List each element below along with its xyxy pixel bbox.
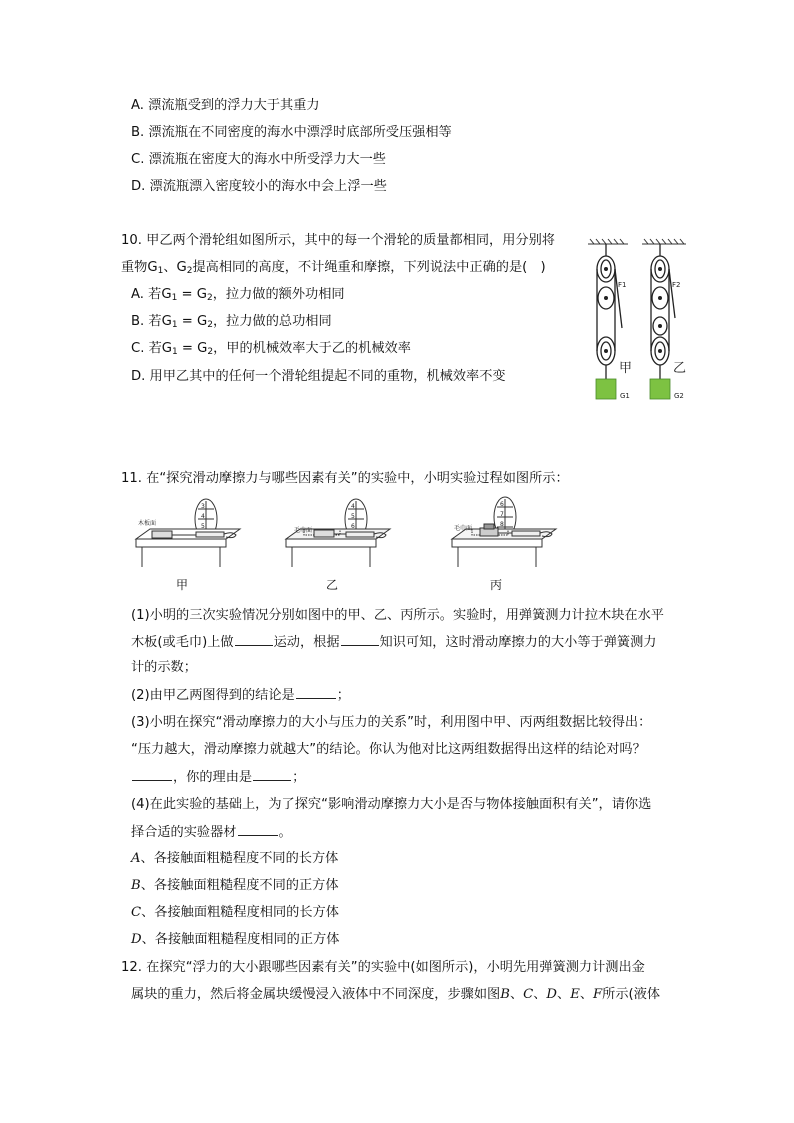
q11-part1-line3: 计的示数； bbox=[131, 660, 197, 675]
answer-blank[interactable] bbox=[253, 768, 291, 781]
caption-jia: 甲 bbox=[176, 578, 189, 592]
pulley-figure bbox=[584, 236, 696, 408]
weight-g2 bbox=[650, 379, 670, 399]
q11-part4-line1: (4)在此实验的基础上，为了探究“影响滑动摩擦力大小是否与物体接触面积有关”，请你选 bbox=[131, 797, 652, 812]
q10-option-d: D. 用甲乙其中的任何一个滑轮组提起不同的重物，机械效率不变 bbox=[131, 369, 506, 384]
label-g1: G1 bbox=[620, 392, 630, 400]
q12-stem-line2: 属块的重力，然后将金属块缓慢浸入液体中不同深度，步骤如图B、C、D、E、F所示(液体 bbox=[131, 987, 661, 1002]
friction-figure-yi bbox=[284, 495, 394, 595]
q10-option-b: B. 若$G_1 = G_2$，拉力做的总功相同 bbox=[131, 314, 332, 330]
answer-blank[interactable] bbox=[296, 686, 336, 699]
q10-option-a: A. 若$G_1 = G_2$，拉力做的额外功相同 bbox=[131, 287, 345, 303]
dial-tick: 7 bbox=[500, 511, 504, 518]
q9-option-a: A. 漂流瓶受到的浮力大于其重力 bbox=[131, 98, 320, 113]
surface-label-yi: 毛巾面 bbox=[294, 527, 313, 534]
dial-tick: 4 bbox=[201, 513, 205, 520]
label-f2: F2 bbox=[672, 281, 681, 289]
q11-choice-c: C、各接触面粗糙程度相同的长方体 bbox=[131, 905, 339, 920]
q11-choice-a: A、各接触面粗糙程度不同的长方体 bbox=[131, 851, 339, 866]
dial-tick: 6 bbox=[351, 523, 355, 530]
q11-part1-line2: 木板(或毛巾)上做 运动，根据 知识可知，这时滑动摩擦力的大小等于弹簧测力 bbox=[131, 635, 657, 650]
q11-choice-d: D、各接触面粗糙程度相同的正方体 bbox=[131, 932, 340, 947]
dial-tick: 5 bbox=[351, 513, 355, 520]
q9-option-d: D. 漂流瓶漂入密度较小的海水中会上浮一些 bbox=[131, 179, 387, 194]
q11-part4-line2: 择合适的实验器材 。 bbox=[131, 825, 292, 840]
label-f1: F1 bbox=[618, 281, 627, 289]
label-g2: G2 bbox=[674, 392, 684, 400]
friction-figure-bing bbox=[450, 495, 560, 595]
q11-part3-line1: (3)小明在探究“滑动摩擦力的大小与压力的关系”时，利用图中甲、丙两组数据比较得出： bbox=[131, 715, 652, 730]
dial-tick: 5 bbox=[201, 523, 205, 530]
weight-g1 bbox=[596, 379, 616, 399]
q11-stem: 11. 在“探究滑动摩擦力与哪些因素有关”的实验中，小明实验过程如图所示： bbox=[121, 471, 569, 486]
surface-label-jia: 木板面 bbox=[138, 520, 157, 527]
caption-yi: 乙 bbox=[326, 578, 339, 592]
label-jia: 甲 bbox=[619, 361, 633, 376]
q9-option-c: C. 漂流瓶在密度大的海水中所受浮力大一些 bbox=[131, 152, 386, 167]
q10-stem-line2: 重物$G_1$、$G_2$提高相同的高度，不计绳重和摩擦，下列说法中正确的是( ) bbox=[121, 260, 546, 276]
q11-part3-line3: ，你的理由是 ； bbox=[131, 768, 305, 787]
caption-bing: 丙 bbox=[490, 578, 503, 592]
friction-figure-jia bbox=[134, 495, 244, 595]
q11-choice-b: B、各接触面粗糙程度不同的正方体 bbox=[131, 878, 339, 893]
q12-stem-line1: 12. 在探究“浮力的大小跟哪些因素有关”的实验中(如图所示)，小明先用弹簧测力计测出金 bbox=[121, 960, 645, 975]
answer-blank[interactable] bbox=[132, 768, 172, 781]
q11-part3-line2: “压力越大，滑动摩擦力就越大”的结论。你认为他对比这两组数据得出这样的结论对吗？ bbox=[131, 742, 646, 757]
dial-tick: 4 bbox=[351, 503, 355, 510]
answer-blank[interactable] bbox=[235, 633, 273, 646]
dial-tick: 8 bbox=[500, 521, 504, 528]
q11-part1-line1: (1)小明的三次实验情况分别如图中的甲、乙、丙所示。实验时，用弹簧测力计拉木块在水平 bbox=[131, 608, 664, 623]
dial-tick: 6 bbox=[500, 501, 504, 508]
q11-part2: (2)由甲乙两图得到的结论是 ； bbox=[131, 688, 350, 703]
surface-label-bing: 毛巾面 bbox=[454, 525, 473, 532]
dial-tick: 3 bbox=[201, 503, 205, 510]
answer-blank[interactable] bbox=[238, 823, 278, 836]
q9-option-b: B. 漂流瓶在不同密度的海水中漂浮时底部所受压强相等 bbox=[131, 125, 452, 140]
label-yi: 乙 bbox=[673, 361, 687, 376]
answer-blank[interactable] bbox=[341, 633, 379, 646]
q10-option-c: C. 若$G_1 = G_2$，甲的机械效率大于乙的机械效率 bbox=[131, 341, 411, 357]
q10-stem-line1: 10. 甲乙两个滑轮组如图所示，其中的每一个滑轮的质量都相同，用分别将 bbox=[121, 233, 555, 248]
